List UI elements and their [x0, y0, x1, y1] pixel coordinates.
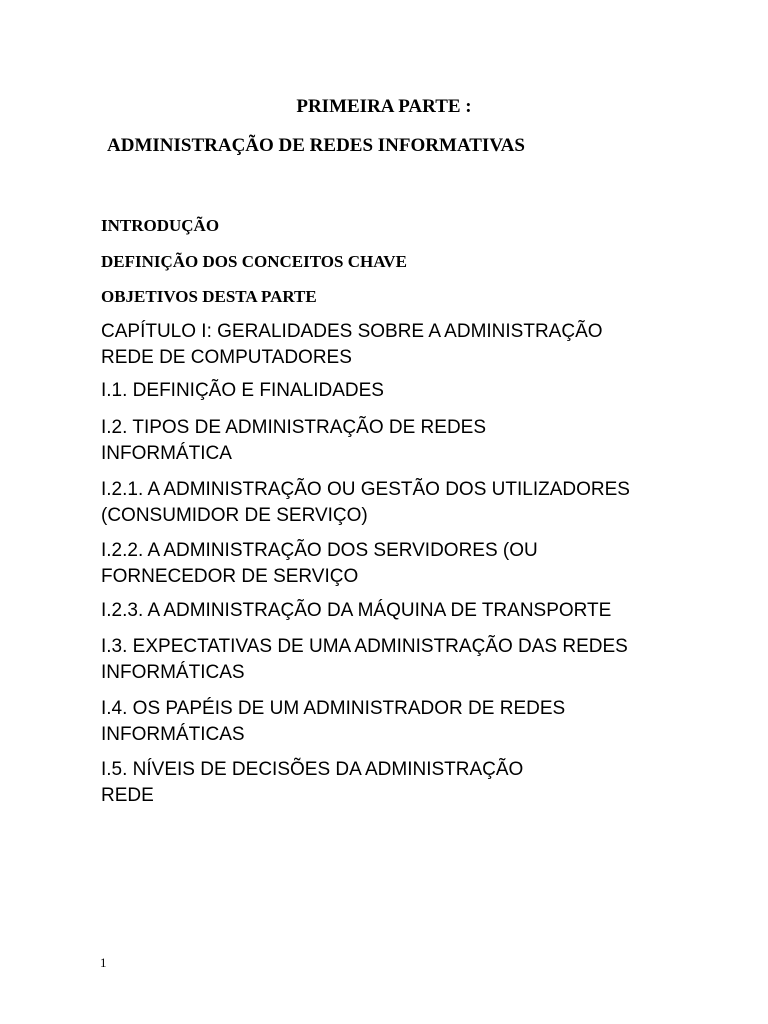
toc-entry-line: INFORMÁTICA — [101, 443, 232, 464]
toc-entry-line: I.3. EXPECTATIVAS DE UMA ADMINISTRAÇÃO DAS REDES — [101, 636, 628, 657]
part-subtitle: ADMINISTRAÇÃO DE REDES INFORMATIVAS — [107, 135, 525, 156]
toc-entry-line: I.2.3. A ADMINISTRAÇÃO DA MÁQUINA DE TRANSPORTE — [101, 600, 612, 621]
toc-entry-line: I.4. OS PAPÉIS DE UM ADMINISTRADOR DE REDES — [101, 698, 566, 719]
toc-entry-line: INFORMÁTICAS — [101, 662, 245, 683]
toc-entry-1-5 — [101, 757, 701, 809]
toc-entry-1-3 — [101, 634, 701, 686]
part-title: PRIMEIRA PARTE : — [296, 96, 472, 117]
toc-entry-line: REDE — [101, 785, 154, 806]
toc-entry-line: I.2. TIPOS DE ADMINISTRAÇÃO DE REDES — [101, 417, 487, 438]
toc-entry-line: I.5. NÍVEIS DE DECISÕES DA ADMINISTRAÇÃO — [101, 759, 524, 780]
toc-entry-1-1 — [101, 378, 701, 404]
toc-entry-chapter-1 — [101, 319, 701, 371]
toc-entry-line: I.2.2. A ADMINISTRAÇÃO DOS SERVIDORES (OU — [101, 540, 538, 561]
heading-key-concepts: DEFINIÇÃO DOS CONCEITOS CHAVE — [101, 252, 407, 271]
toc-entry-line: I.2.1. A ADMINISTRAÇÃO OU GESTÃO DOS UTILIZADORES — [101, 479, 630, 500]
toc-entry-line: REDE DE COMPUTADORES — [101, 347, 352, 368]
toc-entry-line: I.1. DEFINIÇÃO E FINALIDADES — [101, 380, 384, 401]
toc-entry-line: FORNECEDOR DE SERVIÇO — [101, 566, 359, 587]
toc-entry-line: INFORMÁTICAS — [101, 724, 245, 745]
toc-entry-1-4 — [101, 696, 701, 748]
heading-introduction: INTRODUÇÃO — [101, 216, 220, 235]
toc-entry-1-2-3 — [101, 598, 701, 624]
page-number: 1 — [100, 955, 107, 970]
heading-objectives: OBJETIVOS DESTA PARTE — [101, 287, 317, 306]
toc-entry-line: (CONSUMIDOR DE SERVIÇO) — [101, 505, 368, 526]
toc-entry-line: CAPÍTULO I: GERALIDADES SOBRE A ADMINISTRAÇÃO — [101, 321, 603, 342]
toc-entry-1-2-2 — [101, 538, 701, 590]
toc-entry-1-2-1 — [101, 477, 701, 529]
toc-entry-1-2 — [101, 415, 701, 467]
